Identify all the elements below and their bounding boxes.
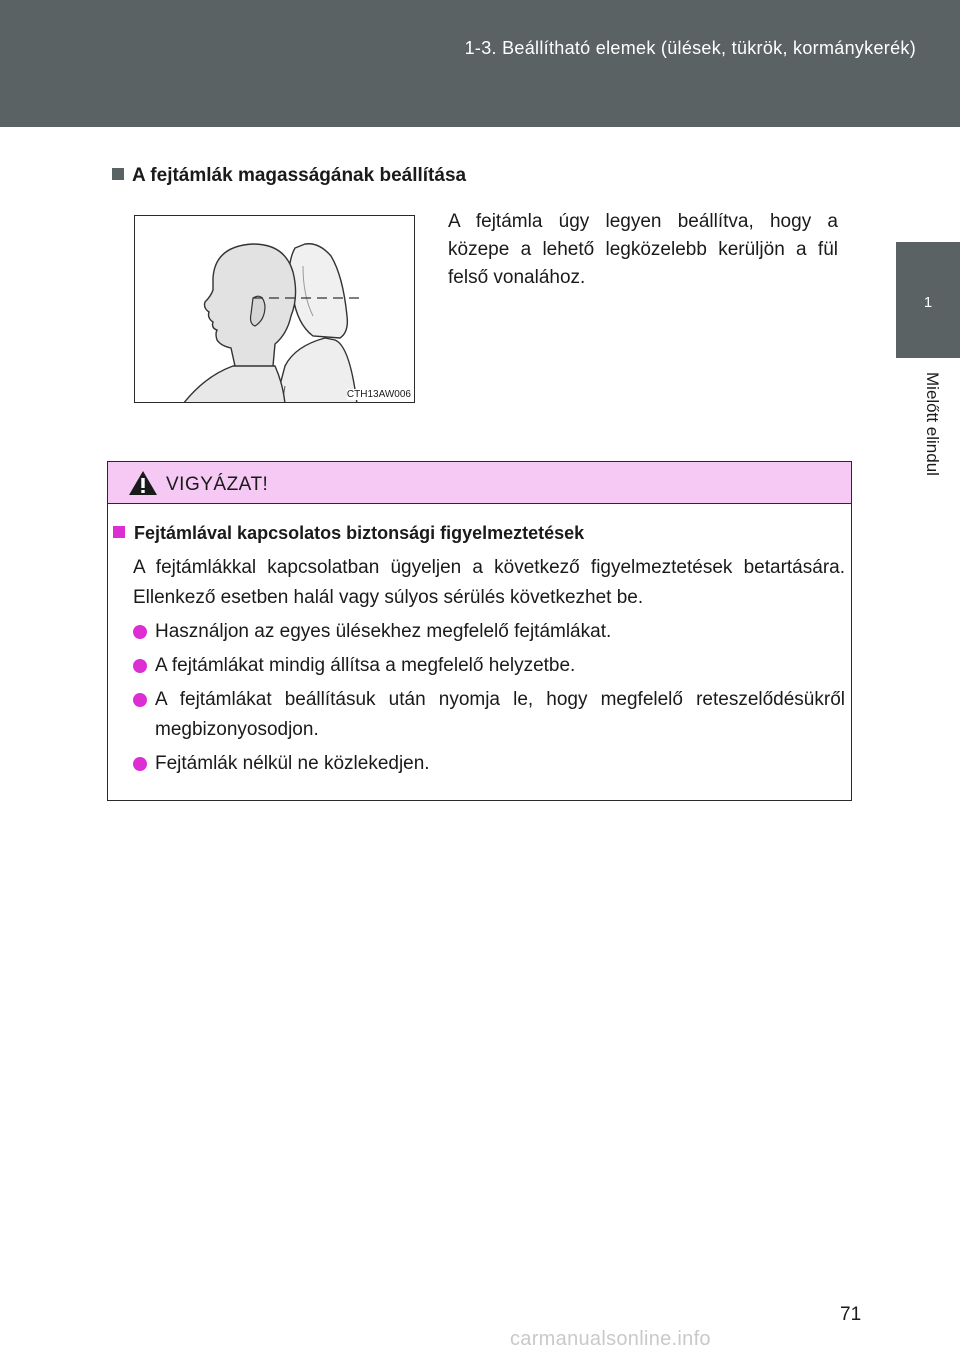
warning-subheading xyxy=(113,523,584,544)
warning-body: A fejtámlákkal kapcsolatban ügyeljen a következő figyelmeztetések betartására. Ellenkező esetben halál vagy súlyos sérülés következhet be. xyxy=(133,557,845,608)
bullet-dot-icon xyxy=(133,625,147,639)
figure-code: CTH13AW006 xyxy=(346,389,411,400)
section-heading-text: A fejtámlák magasságának beállítása xyxy=(132,165,467,186)
page-header xyxy=(0,0,960,127)
list-item-text: A fejtámlákat mindig állítsa a megfelelő helyzetbe. xyxy=(155,655,576,676)
list-item-text: A fejtámlákat beállításuk után nyomja le, hogy megfelelő reteszelődésükről megbizonyosodjon. xyxy=(155,689,845,740)
square-bullet-icon xyxy=(112,168,124,180)
list-item xyxy=(133,749,845,779)
list-item xyxy=(133,651,845,681)
square-bullet-icon xyxy=(113,526,125,538)
bullet-dot-icon xyxy=(133,659,147,673)
warning-bullet-list xyxy=(133,617,845,783)
headrest-illustration xyxy=(134,215,415,403)
warning-triangle-icon xyxy=(128,470,158,496)
chapter-title: 1-3. Beállítható elemek (ülések, tükrök, kormánykerék) xyxy=(464,38,916,58)
bullet-dot-icon xyxy=(133,757,147,771)
chapter-tab[interactable] xyxy=(896,242,960,358)
warning-subheading-text: Fejtámlával kapcsolatos biztonsági figyelmeztetések xyxy=(134,523,585,543)
list-item xyxy=(133,685,845,745)
page-number: 71 xyxy=(840,1304,862,1325)
warning-box xyxy=(107,461,852,801)
section-heading xyxy=(112,165,466,187)
intro-paragraph: A fejtámla úgy legyen beállítva, hogy a közepe a lehető legközelebb kerüljön a fül felső vonalához. xyxy=(448,211,838,288)
head-shape xyxy=(205,244,296,371)
chapter-number: 1 xyxy=(923,294,933,311)
warning-title: VIGYÁZAT! xyxy=(166,474,269,495)
head-profile-drawing xyxy=(135,216,415,403)
list-item xyxy=(133,617,845,647)
bullet-dot-icon xyxy=(133,693,147,707)
seatback-shape xyxy=(275,338,357,403)
list-item-text: Fejtámlák nélkül ne közlekedjen. xyxy=(155,753,430,774)
watermark[interactable]: carmanualsonline.info xyxy=(510,1328,711,1350)
headrest-shape xyxy=(289,244,347,338)
list-item-text: Használjon az egyes ülésekhez megfelelő fejtámlákat. xyxy=(155,621,612,642)
chapter-tab-label: Mielőtt elindul xyxy=(923,372,942,476)
shoulder-shape xyxy=(183,366,285,403)
warning-header xyxy=(108,462,851,504)
